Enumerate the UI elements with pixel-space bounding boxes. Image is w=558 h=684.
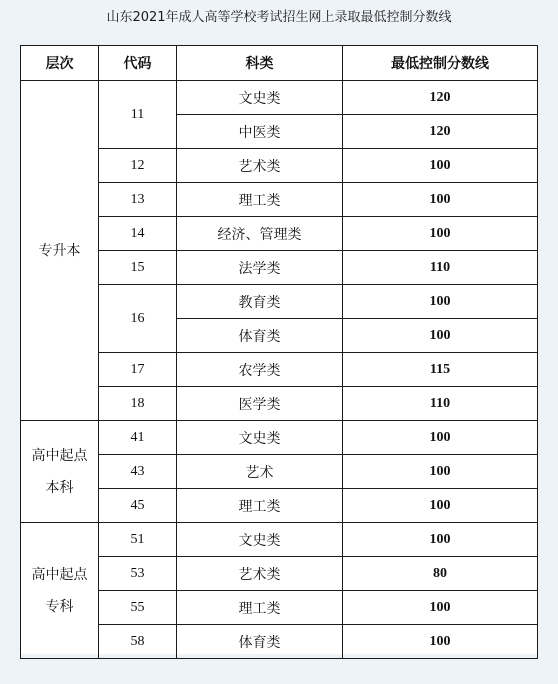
table-body — [21, 81, 538, 659]
table-row — [21, 149, 538, 183]
table-row — [21, 591, 538, 625]
code-cell: 41 — [99, 421, 177, 455]
code-cell: 58 — [99, 625, 177, 659]
score-cell: 110 — [343, 251, 538, 285]
score-cell: 100 — [343, 421, 538, 455]
code-cell: 55 — [99, 591, 177, 625]
table-row — [21, 183, 538, 217]
table-row — [21, 251, 538, 285]
level-label: 专升本 — [38, 242, 81, 259]
category-cell: 理工类 — [177, 489, 343, 523]
table-row — [21, 523, 538, 557]
level-label: 高中起点 — [31, 447, 88, 464]
category-cell: 农学类 — [177, 353, 343, 387]
score-cell: 100 — [343, 217, 538, 251]
category-cell: 体育类 — [177, 625, 343, 659]
score-cell: 100 — [343, 285, 538, 319]
level-label: 专科 — [45, 598, 74, 615]
score-cell: 120 — [343, 81, 538, 115]
table-header-row — [21, 46, 538, 81]
category-cell: 文史类 — [177, 421, 343, 455]
code-cell: 14 — [99, 217, 177, 251]
page-title: 山东2021年成人高等学校考试招生网上录取最低控制分数线 — [106, 10, 452, 25]
score-cell: 100 — [343, 149, 538, 183]
header-score: 最低控制分数线 — [343, 46, 538, 81]
table-row — [21, 353, 538, 387]
score-cell: 120 — [343, 115, 538, 149]
score-cell: 100 — [343, 455, 538, 489]
code-cell: 51 — [99, 523, 177, 557]
level-cell — [21, 81, 99, 421]
score-cell: 110 — [343, 387, 538, 421]
category-cell: 医学类 — [177, 387, 343, 421]
table-row — [21, 625, 538, 659]
score-cell: 80 — [343, 557, 538, 591]
score-cell: 100 — [343, 523, 538, 557]
category-cell: 文史类 — [177, 523, 343, 557]
code-cell: 18 — [99, 387, 177, 421]
header-level: 层次 — [21, 46, 99, 81]
category-cell: 艺术 — [177, 455, 343, 489]
table-row — [21, 387, 538, 421]
code-cell: 16 — [99, 285, 177, 353]
category-cell: 文史类 — [177, 81, 343, 115]
code-cell: 17 — [99, 353, 177, 387]
category-cell: 体育类 — [177, 319, 343, 353]
table-row — [21, 81, 538, 115]
category-cell: 法学类 — [177, 251, 343, 285]
category-cell: 理工类 — [177, 591, 343, 625]
level-label: 本科 — [45, 479, 74, 496]
code-cell: 53 — [99, 557, 177, 591]
score-cell: 100 — [343, 489, 538, 523]
table-row — [21, 455, 538, 489]
category-cell: 艺术类 — [177, 149, 343, 183]
code-cell: 45 — [99, 489, 177, 523]
table-row — [21, 421, 538, 455]
score-cell: 100 — [343, 319, 538, 353]
table-row — [21, 285, 538, 319]
table-row — [21, 557, 538, 591]
code-cell: 15 — [99, 251, 177, 285]
level-cell — [21, 523, 99, 659]
score-cell: 115 — [343, 353, 538, 387]
category-cell: 中医类 — [177, 115, 343, 149]
table-row — [21, 489, 538, 523]
category-cell: 理工类 — [177, 183, 343, 217]
code-cell: 12 — [99, 149, 177, 183]
header-category: 科类 — [177, 46, 343, 81]
header-code: 代码 — [99, 46, 177, 81]
table-row — [21, 217, 538, 251]
category-cell: 艺术类 — [177, 557, 343, 591]
score-table — [20, 45, 538, 659]
level-label: 高中起点 — [31, 566, 88, 583]
level-cell — [21, 421, 99, 523]
score-cell: 100 — [343, 591, 538, 625]
code-cell: 43 — [99, 455, 177, 489]
score-cell: 100 — [343, 625, 538, 659]
code-cell: 13 — [99, 183, 177, 217]
score-table-container — [20, 45, 537, 654]
code-cell: 11 — [99, 81, 177, 149]
score-cell: 100 — [343, 183, 538, 217]
category-cell: 教育类 — [177, 285, 343, 319]
category-cell: 经济、管理类 — [177, 217, 343, 251]
